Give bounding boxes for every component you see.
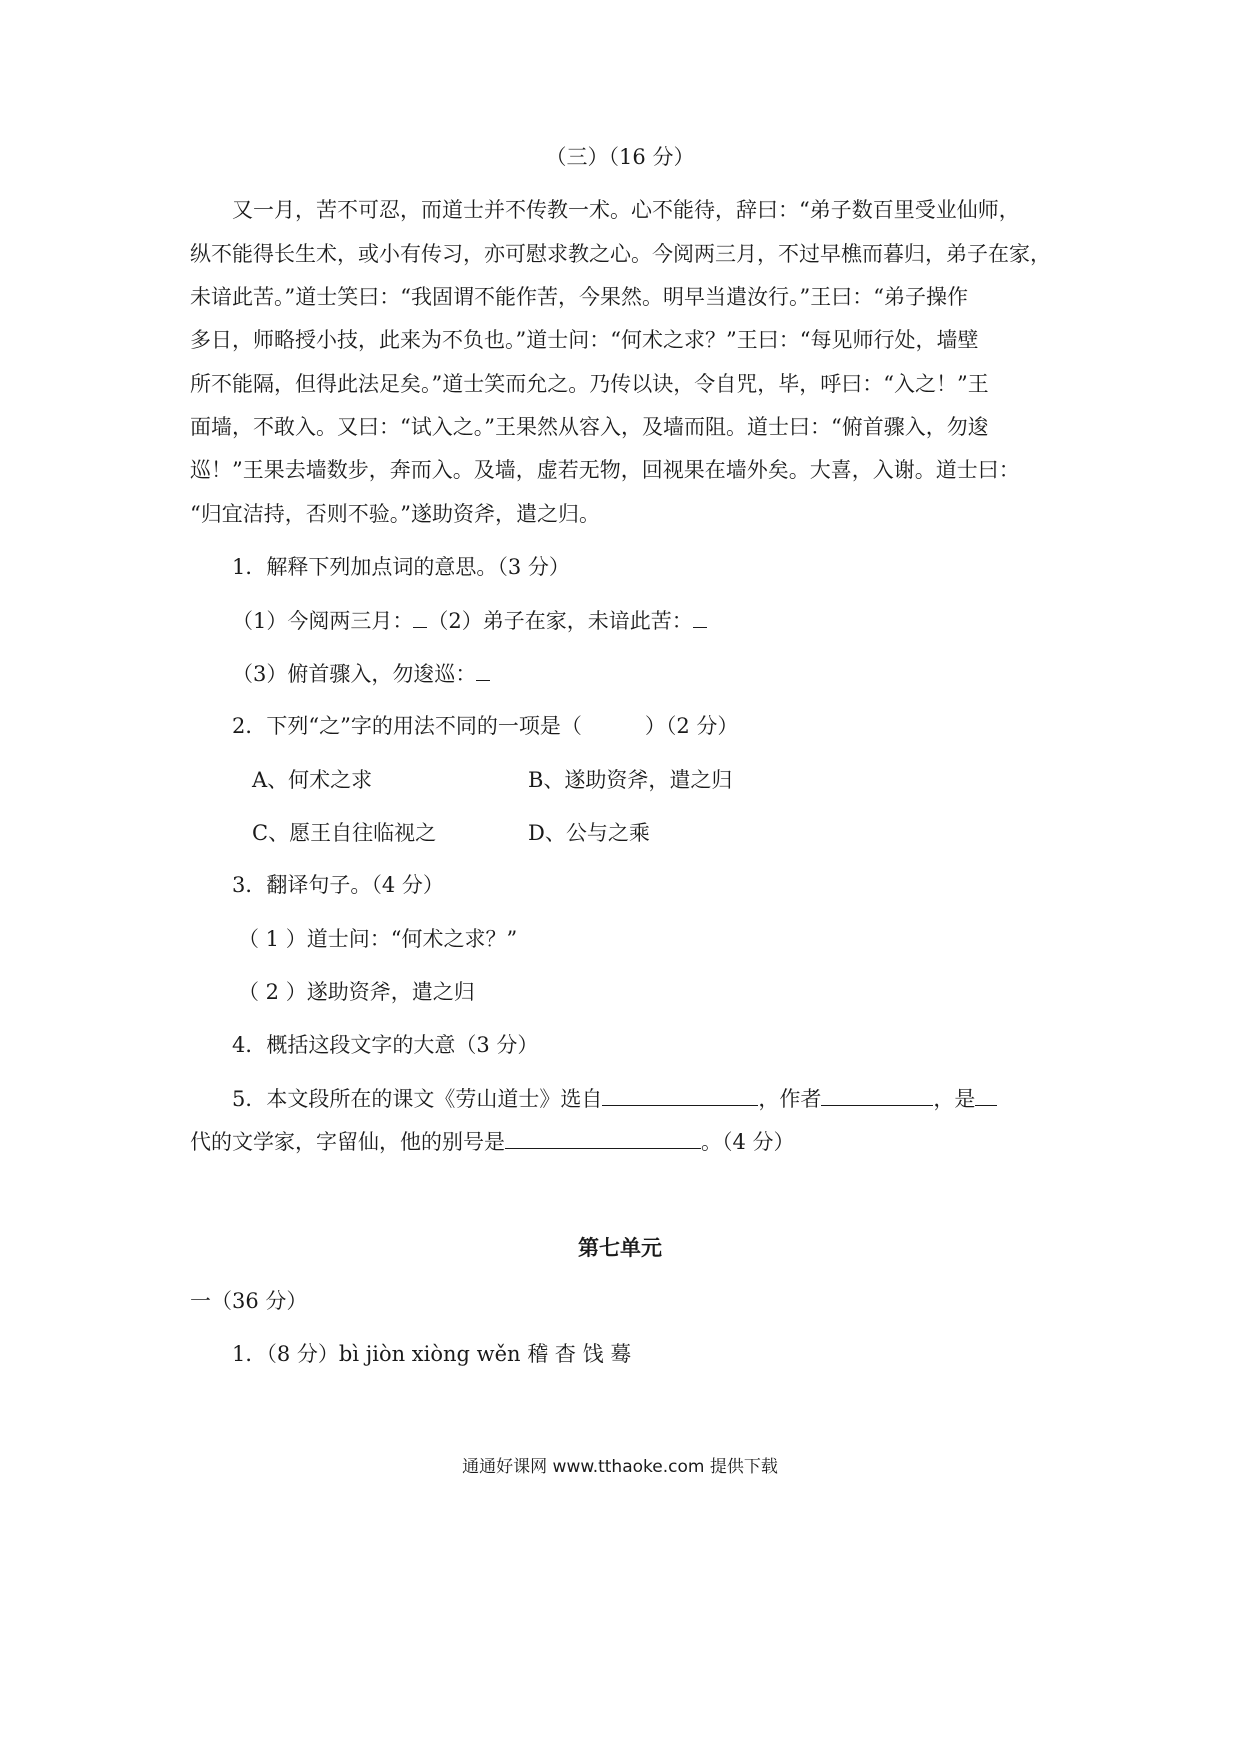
- passage-line-2: 纵不能得长生术，或小有传习，亦可慰求教之心。今阅两三月，不过早樵而暮归，弟子在家，: [190, 242, 1051, 266]
- question-5-text-5: 。（4 分）: [701, 1130, 795, 1154]
- passage-line-8: “归宜洁持，否则不验。”遂助资斧，遣之归。: [190, 502, 600, 526]
- question-5-text-4: 代的文学家，字留仙，他的别号是: [190, 1130, 505, 1154]
- question-3-item-1: （ 1 ）道士问：“何术之求？”: [238, 927, 518, 951]
- question-4-title: 4．概括这段文字的大意（3 分）: [232, 1033, 539, 1057]
- question-5-text-3: ，是: [933, 1087, 976, 1111]
- unit-7-heading: 第七单元: [578, 1236, 662, 1260]
- answer-blank[interactable]: [821, 1083, 933, 1106]
- question-1-title: 1．解释下列加点词的意思。（3 分）: [232, 555, 570, 579]
- question-2-options-row-2: [252, 818, 1122, 848]
- question-3-item-2: （ 2 ）遂助资斧，遣之归: [238, 980, 475, 1004]
- passage-line-3: 未谙此苦。”道士笑曰：“我固谓不能作苦，今果然。明早当遣汝行。”王曰：“弟子操作: [190, 285, 968, 309]
- question-1-item-2: （2）弟子在家，未谙此苦：: [427, 609, 693, 633]
- answer-blank[interactable]: [505, 1126, 701, 1149]
- question-5-text-1: 5．本文段所在的课文《劳山道士》选自: [232, 1087, 603, 1111]
- question-1-item-3: （3）俯首骤入，勿逡巡：: [232, 662, 477, 686]
- question-2-title: 2．下列“之”字的用法不同的一项是（ ）（2 分）: [232, 714, 739, 738]
- question-1-item-1: （1）今阅两三月：: [232, 609, 414, 633]
- question-2-options-row-1: [252, 765, 1122, 795]
- answer-blank[interactable]: [602, 1083, 758, 1106]
- answer-blank[interactable]: [413, 605, 427, 628]
- answer-blank[interactable]: [975, 1083, 997, 1106]
- question-5-text-2: ，作者: [758, 1087, 822, 1111]
- question-5-line-1: [232, 1083, 1102, 1114]
- passage-line-5: 所不能隔，但得此法足矣。”道士笑而允之。乃传以诀，令自咒，毕，呼曰：“入之！”王: [190, 372, 989, 396]
- section-heading: （三）（16 分）: [545, 145, 695, 169]
- passage-line-1: 又一月，苦不可忍，而道士并不传教一术。心不能待，辞曰：“弟子数百里受业仙师，: [232, 198, 1020, 222]
- question-5-line-2: [190, 1126, 1060, 1157]
- option-d: D、公与之乘: [528, 821, 650, 845]
- unit-7-sub-heading: 一（36 分）: [190, 1289, 308, 1313]
- question-3-title: 3．翻译句子。（4 分）: [232, 873, 444, 897]
- footer-text: 通通好课网 www.tthaoke.com 提供下载: [462, 1457, 778, 1477]
- option-b: B、遂助资斧，遣之归: [528, 768, 733, 792]
- answer-blank[interactable]: [693, 605, 707, 628]
- option-c: C、愿王自往临视之: [252, 821, 437, 845]
- answer-blank[interactable]: [476, 658, 490, 681]
- passage-line-7: 巡！”王果去墙数步，奔而入。及墙，虚若无物，回视果在墙外矣。大喜，入谢。道士曰：: [190, 458, 1020, 482]
- passage-line-6: 面墙，不敢入。又曰：“试入之。”王果然从容入，及墙而阻。道士曰：“俯首骤入，勿逡: [190, 415, 989, 439]
- question-1-items-row: [232, 605, 1102, 636]
- unit-7-question-1: 1．（8 分）bì jiòn xiòng wěn 稽 杳 饯 蓦: [232, 1342, 632, 1366]
- passage-line-4: 多日，师略授小技，此来为不负也。”道士问：“何术之求？”王曰：“每见师行处，墙壁: [190, 328, 979, 352]
- option-a: A、何术之求: [252, 768, 373, 792]
- question-1-item-3-row: [232, 658, 1102, 689]
